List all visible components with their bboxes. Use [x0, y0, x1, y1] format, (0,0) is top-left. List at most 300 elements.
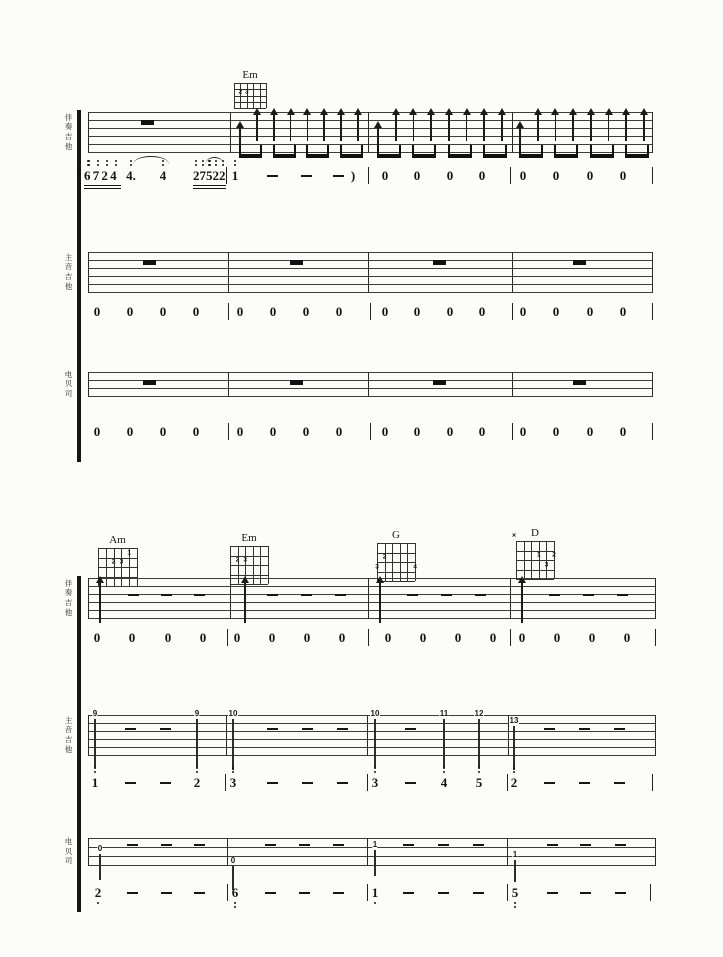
staff-line — [88, 747, 655, 748]
staff-dash — [267, 594, 278, 596]
jianpu-number-group: 6724 — [84, 168, 119, 183]
staff-dash — [617, 594, 628, 596]
staff-endline — [655, 838, 656, 866]
jianpu-number: 0 — [588, 630, 596, 645]
jianpu-number: 1 — [231, 168, 239, 183]
note-stem — [232, 719, 233, 770]
staff-label: 奏 — [64, 122, 73, 132]
chord-name: Am — [109, 534, 126, 546]
staff-line — [88, 120, 652, 121]
jianpu-number: 0 — [619, 304, 627, 319]
note-stem — [374, 719, 375, 768]
jianpu-number: 0 — [619, 168, 627, 183]
measure-barline — [510, 629, 511, 646]
strum-arrow-icon — [643, 114, 645, 141]
strum-arrow-icon — [273, 114, 275, 141]
staff-left-edge — [88, 372, 89, 397]
jianpu-number: 3 — [371, 775, 379, 790]
staff-dash — [614, 728, 625, 730]
staff-barline — [512, 372, 513, 397]
staff-label: 奏 — [64, 588, 73, 598]
octave-dot — [514, 902, 516, 904]
jianpu-number: 0 — [478, 304, 486, 319]
staff-dash — [337, 728, 348, 730]
chord-string-line — [137, 548, 138, 586]
chord-fret-line — [377, 543, 415, 544]
chord-fret-line — [377, 562, 415, 563]
measure-barline — [652, 423, 653, 440]
jianpu-number: 4. — [126, 168, 136, 183]
octave-dot — [87, 164, 89, 166]
chord-string-line — [266, 83, 267, 108]
staff-dash — [299, 844, 310, 846]
octave-dot — [443, 771, 445, 773]
staff-dash — [302, 728, 313, 730]
staff-label: 伴 — [64, 112, 73, 122]
staff-line — [88, 865, 655, 866]
jianpu-number: 1 — [371, 885, 379, 900]
staff-line — [88, 578, 655, 579]
jianpu-number-group: 27522 — [193, 168, 226, 183]
jianpu-number: 0 — [552, 424, 560, 439]
octave-dot — [94, 767, 96, 769]
jianpu-number: 0 — [93, 424, 101, 439]
octave-dot — [513, 771, 515, 773]
staff-dash — [405, 728, 416, 730]
chord-name: G — [392, 529, 400, 541]
jianpu-number: 0 — [623, 630, 631, 645]
staff-barline — [230, 578, 231, 619]
beam-underline — [84, 185, 121, 186]
jianpu-number: 0 — [586, 424, 594, 439]
staff-line — [88, 260, 652, 261]
octave-dot — [196, 771, 198, 773]
staff-dash — [160, 728, 171, 730]
staff-dash — [125, 728, 136, 730]
measure-barline — [367, 774, 368, 791]
strum-arrow-icon — [290, 114, 292, 141]
staff-label: 主 — [64, 252, 73, 262]
octave-dot — [234, 160, 236, 162]
staff-dash — [473, 844, 484, 846]
octave-dot — [106, 160, 108, 162]
staff-dash — [549, 594, 560, 596]
strum-arrow-icon — [99, 582, 101, 623]
whole-rest — [141, 120, 154, 125]
staff-endline — [655, 578, 656, 619]
octave-dot — [97, 902, 99, 904]
jianpu-dash — [301, 175, 312, 177]
system-brace — [77, 576, 81, 912]
beam-underline — [193, 188, 226, 189]
tab-number: 13 — [509, 716, 519, 725]
jianpu-number: 2 — [94, 885, 102, 900]
chord-fret-line — [516, 541, 554, 542]
jianpu-number: 0 — [303, 630, 311, 645]
staff-dash — [128, 594, 139, 596]
chord-finger-number: 2 — [552, 551, 556, 559]
chord-fret-line — [234, 83, 266, 84]
staff-line — [88, 594, 655, 595]
chord-fret-line — [230, 575, 268, 576]
jianpu-dash — [333, 175, 344, 177]
jianpu-number: 0 — [302, 304, 310, 319]
staff-dash — [301, 594, 312, 596]
staff-line — [88, 136, 652, 137]
staff-label: 吉 — [64, 598, 73, 607]
jianpu-number: 0 — [519, 304, 527, 319]
measure-barline — [655, 629, 656, 646]
chord-name: Em — [241, 532, 257, 544]
tab-number: 12 — [474, 709, 484, 718]
staff-dash — [475, 594, 486, 596]
staff-label: 贝 — [64, 379, 73, 389]
staff-label: 音 — [64, 262, 73, 272]
octave-dot — [97, 164, 99, 166]
staff-left-edge — [88, 838, 89, 866]
strum-arrow-icon — [555, 114, 557, 141]
strum-beam — [306, 145, 329, 158]
jianpu-number: 0 — [381, 304, 389, 319]
jianpu-number: 2 — [193, 775, 201, 790]
octave-dot — [478, 767, 480, 769]
staff-barline — [228, 372, 229, 397]
octave-dot — [215, 164, 217, 166]
measure-barline — [367, 884, 368, 901]
octave-dot — [478, 771, 480, 773]
staff-line — [88, 838, 655, 839]
tab-number: 1 — [512, 850, 518, 859]
octave-dot — [222, 164, 224, 166]
jianpu-dash — [337, 782, 348, 784]
measure-barline — [507, 774, 508, 791]
strum-beam — [377, 145, 401, 158]
jianpu-dash — [544, 782, 555, 784]
chord-finger-number: 2 — [111, 558, 116, 566]
tab-number: 11 — [439, 709, 449, 718]
measure-barline — [228, 423, 229, 440]
tab-number: 0 — [97, 844, 103, 853]
octave-dot — [374, 767, 376, 769]
staff-line — [88, 856, 655, 857]
whole-rest — [573, 260, 586, 265]
jianpu-number: 0 — [269, 304, 277, 319]
jianpu-number: 6 — [231, 885, 239, 900]
staff-dash — [547, 844, 558, 846]
jianpu-number: 0 — [192, 424, 200, 439]
note-stem — [196, 719, 197, 768]
octave-dot — [195, 160, 197, 162]
jianpu-number: 0 — [586, 304, 594, 319]
staff-left-edge — [88, 578, 89, 619]
whole-rest — [573, 380, 586, 385]
jianpu-dash — [615, 892, 626, 894]
staff-dash — [127, 844, 138, 846]
staff-barline — [230, 112, 231, 153]
chord-mute-x-icon: × — [511, 532, 517, 540]
measure-barline — [512, 303, 513, 320]
strum-beam — [554, 145, 578, 158]
octave-dot — [87, 160, 89, 162]
staff-label: 音 — [64, 725, 73, 735]
system-brace — [77, 110, 81, 462]
staff-dash — [194, 844, 205, 846]
strum-arrow-icon — [537, 114, 539, 141]
strum-arrow-icon — [395, 114, 397, 141]
staff-line — [88, 723, 655, 724]
jianpu-number: 0 — [126, 424, 134, 439]
jianpu-number: 0 — [553, 630, 561, 645]
chord-string-line — [415, 543, 416, 581]
chord-finger-number: 3 — [119, 558, 124, 566]
staff-label: 贝 — [64, 846, 73, 856]
measure-barline — [652, 774, 653, 791]
jianpu-number: 0 — [335, 424, 343, 439]
staff-line — [88, 292, 652, 293]
measure-barline — [227, 629, 228, 646]
note-stem — [94, 719, 95, 768]
strum-arrow-icon — [256, 114, 258, 141]
staff-dash — [267, 728, 278, 730]
jianpu-dash — [580, 892, 591, 894]
staff-label: 他 — [64, 744, 73, 754]
staff-label: 吉 — [64, 735, 73, 744]
jianpu-number: 0 — [159, 304, 167, 319]
strum-arrow-icon — [323, 114, 325, 141]
jianpu-number: 0 — [419, 630, 427, 645]
staff-left-edge — [88, 252, 89, 293]
jianpu-number: 3 — [229, 775, 237, 790]
jianpu-dash — [302, 782, 313, 784]
staff-label: 主 — [64, 715, 73, 725]
chord-finger-number: 4 — [413, 563, 417, 571]
jianpu-dash — [160, 782, 171, 784]
jianpu-number: 0 — [381, 424, 389, 439]
octave-dot — [195, 164, 197, 166]
staff-line — [88, 372, 652, 373]
jianpu-number: ) — [350, 168, 356, 183]
strum-arrow-icon — [608, 114, 610, 141]
measure-barline — [370, 423, 371, 440]
chord-fret-line — [98, 567, 137, 568]
jianpu-dash — [547, 892, 558, 894]
staff-dash — [544, 728, 555, 730]
jianpu-number: 0 — [413, 168, 421, 183]
staff-dash — [438, 844, 449, 846]
chord-fret-line — [230, 546, 268, 547]
jianpu-dash — [438, 892, 449, 894]
octave-dot — [94, 771, 96, 773]
strum-arrow-icon — [483, 114, 485, 141]
strum-beam — [412, 145, 436, 158]
strum-beam — [273, 145, 296, 158]
whole-rest — [143, 260, 156, 265]
staff-line — [88, 396, 652, 397]
jianpu-number: 0 — [446, 424, 454, 439]
jianpu-number: 0 — [413, 424, 421, 439]
staff-left-edge — [88, 112, 89, 153]
strum-beam — [590, 145, 614, 158]
staff-barline — [367, 715, 368, 756]
tab-number: 1 — [372, 840, 378, 849]
octave-dot — [196, 767, 198, 769]
jianpu-number: 0 — [233, 630, 241, 645]
tab-number: 9 — [92, 709, 98, 718]
staff-line — [88, 276, 652, 277]
whole-rest — [290, 260, 303, 265]
jianpu-number: 0 — [199, 630, 207, 645]
staff-line — [88, 388, 652, 389]
jianpu-number: 5 — [511, 885, 519, 900]
strum-arrow-icon — [244, 582, 246, 623]
staff-line — [88, 586, 655, 587]
whole-rest — [433, 380, 446, 385]
jianpu-number: 0 — [518, 630, 526, 645]
octave-dot — [162, 164, 164, 166]
staff-line — [88, 731, 655, 732]
tab-number: 9 — [194, 709, 200, 718]
note-stem — [374, 850, 375, 876]
staff-dash — [579, 728, 590, 730]
staff-line — [88, 380, 652, 381]
chord-string-line — [554, 541, 555, 579]
chord-fret-line — [516, 570, 554, 571]
staff-endline — [652, 372, 653, 397]
chord-finger-number: 3 — [544, 561, 549, 569]
staff-line — [88, 618, 655, 619]
note-stem — [478, 719, 479, 768]
strum-arrow-icon — [501, 114, 503, 141]
jianpu-number: 0 — [381, 168, 389, 183]
staff-line — [88, 602, 655, 603]
staff-label: 电 — [64, 369, 73, 379]
jianpu-dash — [403, 892, 414, 894]
jianpu-dash — [265, 892, 276, 894]
chord-finger-number: 3 — [375, 563, 379, 571]
staff-label: 司 — [64, 388, 73, 398]
staff-left-edge — [88, 715, 89, 756]
strum-beam — [483, 145, 507, 158]
jianpu-number: 0 — [164, 630, 172, 645]
octave-dot — [514, 906, 516, 908]
staff-dash — [335, 594, 346, 596]
beam-underline — [84, 188, 121, 189]
staff-dash — [161, 594, 172, 596]
octave-dot — [106, 164, 108, 166]
staff-label: 他 — [64, 281, 73, 291]
strum-arrow-icon — [448, 114, 450, 141]
chord-finger-number: 2 — [382, 553, 387, 561]
jianpu-number: 0 — [454, 630, 462, 645]
chord-fret-line — [377, 572, 415, 573]
jianpu-number: 0 — [192, 304, 200, 319]
jianpu-number: 0 — [338, 630, 346, 645]
strum-beam — [239, 145, 262, 158]
staff-barline — [510, 578, 511, 619]
staff-barline — [507, 838, 508, 866]
staff-dash — [441, 594, 452, 596]
jianpu-dash — [333, 892, 344, 894]
note-stem — [99, 854, 100, 880]
measure-barline — [225, 774, 226, 791]
staff-label: 他 — [64, 607, 73, 617]
staff-barline — [228, 252, 229, 293]
octave-dot — [374, 902, 376, 904]
staff-line — [88, 610, 655, 611]
whole-rest — [433, 260, 446, 265]
measure-barline — [512, 423, 513, 440]
octave-dot — [202, 164, 204, 166]
chord-fret-line — [230, 584, 268, 585]
measure-barline — [227, 884, 228, 901]
jianpu-dash — [125, 782, 136, 784]
jianpu-number: 2 — [510, 775, 518, 790]
staff-barline — [512, 112, 513, 153]
flat-sign: ♭ — [77, 168, 82, 179]
staff-line — [88, 268, 652, 269]
staff-barline — [227, 838, 228, 866]
chord-fret-line — [234, 102, 266, 103]
strum-beam — [340, 145, 363, 158]
chord-finger-number: 2 — [235, 556, 240, 564]
jianpu-number: 0 — [93, 304, 101, 319]
measure-barline — [370, 303, 371, 320]
strum-arrow-icon — [307, 114, 309, 141]
jianpu-dash — [473, 892, 484, 894]
staff-dash — [161, 844, 172, 846]
jianpu-number: 0 — [519, 168, 527, 183]
note-stem — [514, 860, 515, 882]
jianpu-dash — [614, 782, 625, 784]
staff-barline — [368, 372, 369, 397]
jianpu-dash — [161, 892, 172, 894]
jianpu-dash — [405, 782, 416, 784]
staff-barline — [367, 838, 368, 866]
jianpu-number: 0 — [302, 424, 310, 439]
measure-barline — [650, 884, 651, 901]
octave-dot — [97, 160, 99, 162]
chord-finger-number: 3 — [243, 556, 247, 564]
strum-arrow-icon — [572, 114, 574, 141]
chord-finger-number: 1 — [536, 551, 541, 559]
strum-beam — [519, 145, 543, 158]
tab-number: 10 — [228, 709, 238, 718]
jianpu-number: 0 — [268, 630, 276, 645]
measure-barline — [368, 629, 369, 646]
staff-dash — [194, 594, 205, 596]
strum-arrow-icon — [357, 114, 359, 141]
staff-dash — [403, 844, 414, 846]
strum-arrow-icon — [590, 114, 592, 141]
staff-label: 他 — [64, 141, 73, 151]
jianpu-number: 0 — [126, 304, 134, 319]
octave-dot — [234, 906, 236, 908]
jianpu-number: 0 — [128, 630, 136, 645]
octave-dot — [208, 164, 210, 166]
strum-beam — [625, 145, 649, 158]
strum-arrow-icon — [340, 114, 342, 141]
jianpu-dash — [194, 892, 205, 894]
jianpu-number: 5 — [475, 775, 483, 790]
jianpu-number: 0 — [159, 424, 167, 439]
octave-dot — [130, 160, 132, 162]
chord-fret-line — [230, 565, 268, 566]
jianpu-number: 0 — [586, 168, 594, 183]
jianpu-number: 0 — [236, 304, 244, 319]
chord-fret-line — [516, 551, 554, 552]
octave-dot — [115, 160, 117, 162]
staff-barline — [368, 252, 369, 293]
